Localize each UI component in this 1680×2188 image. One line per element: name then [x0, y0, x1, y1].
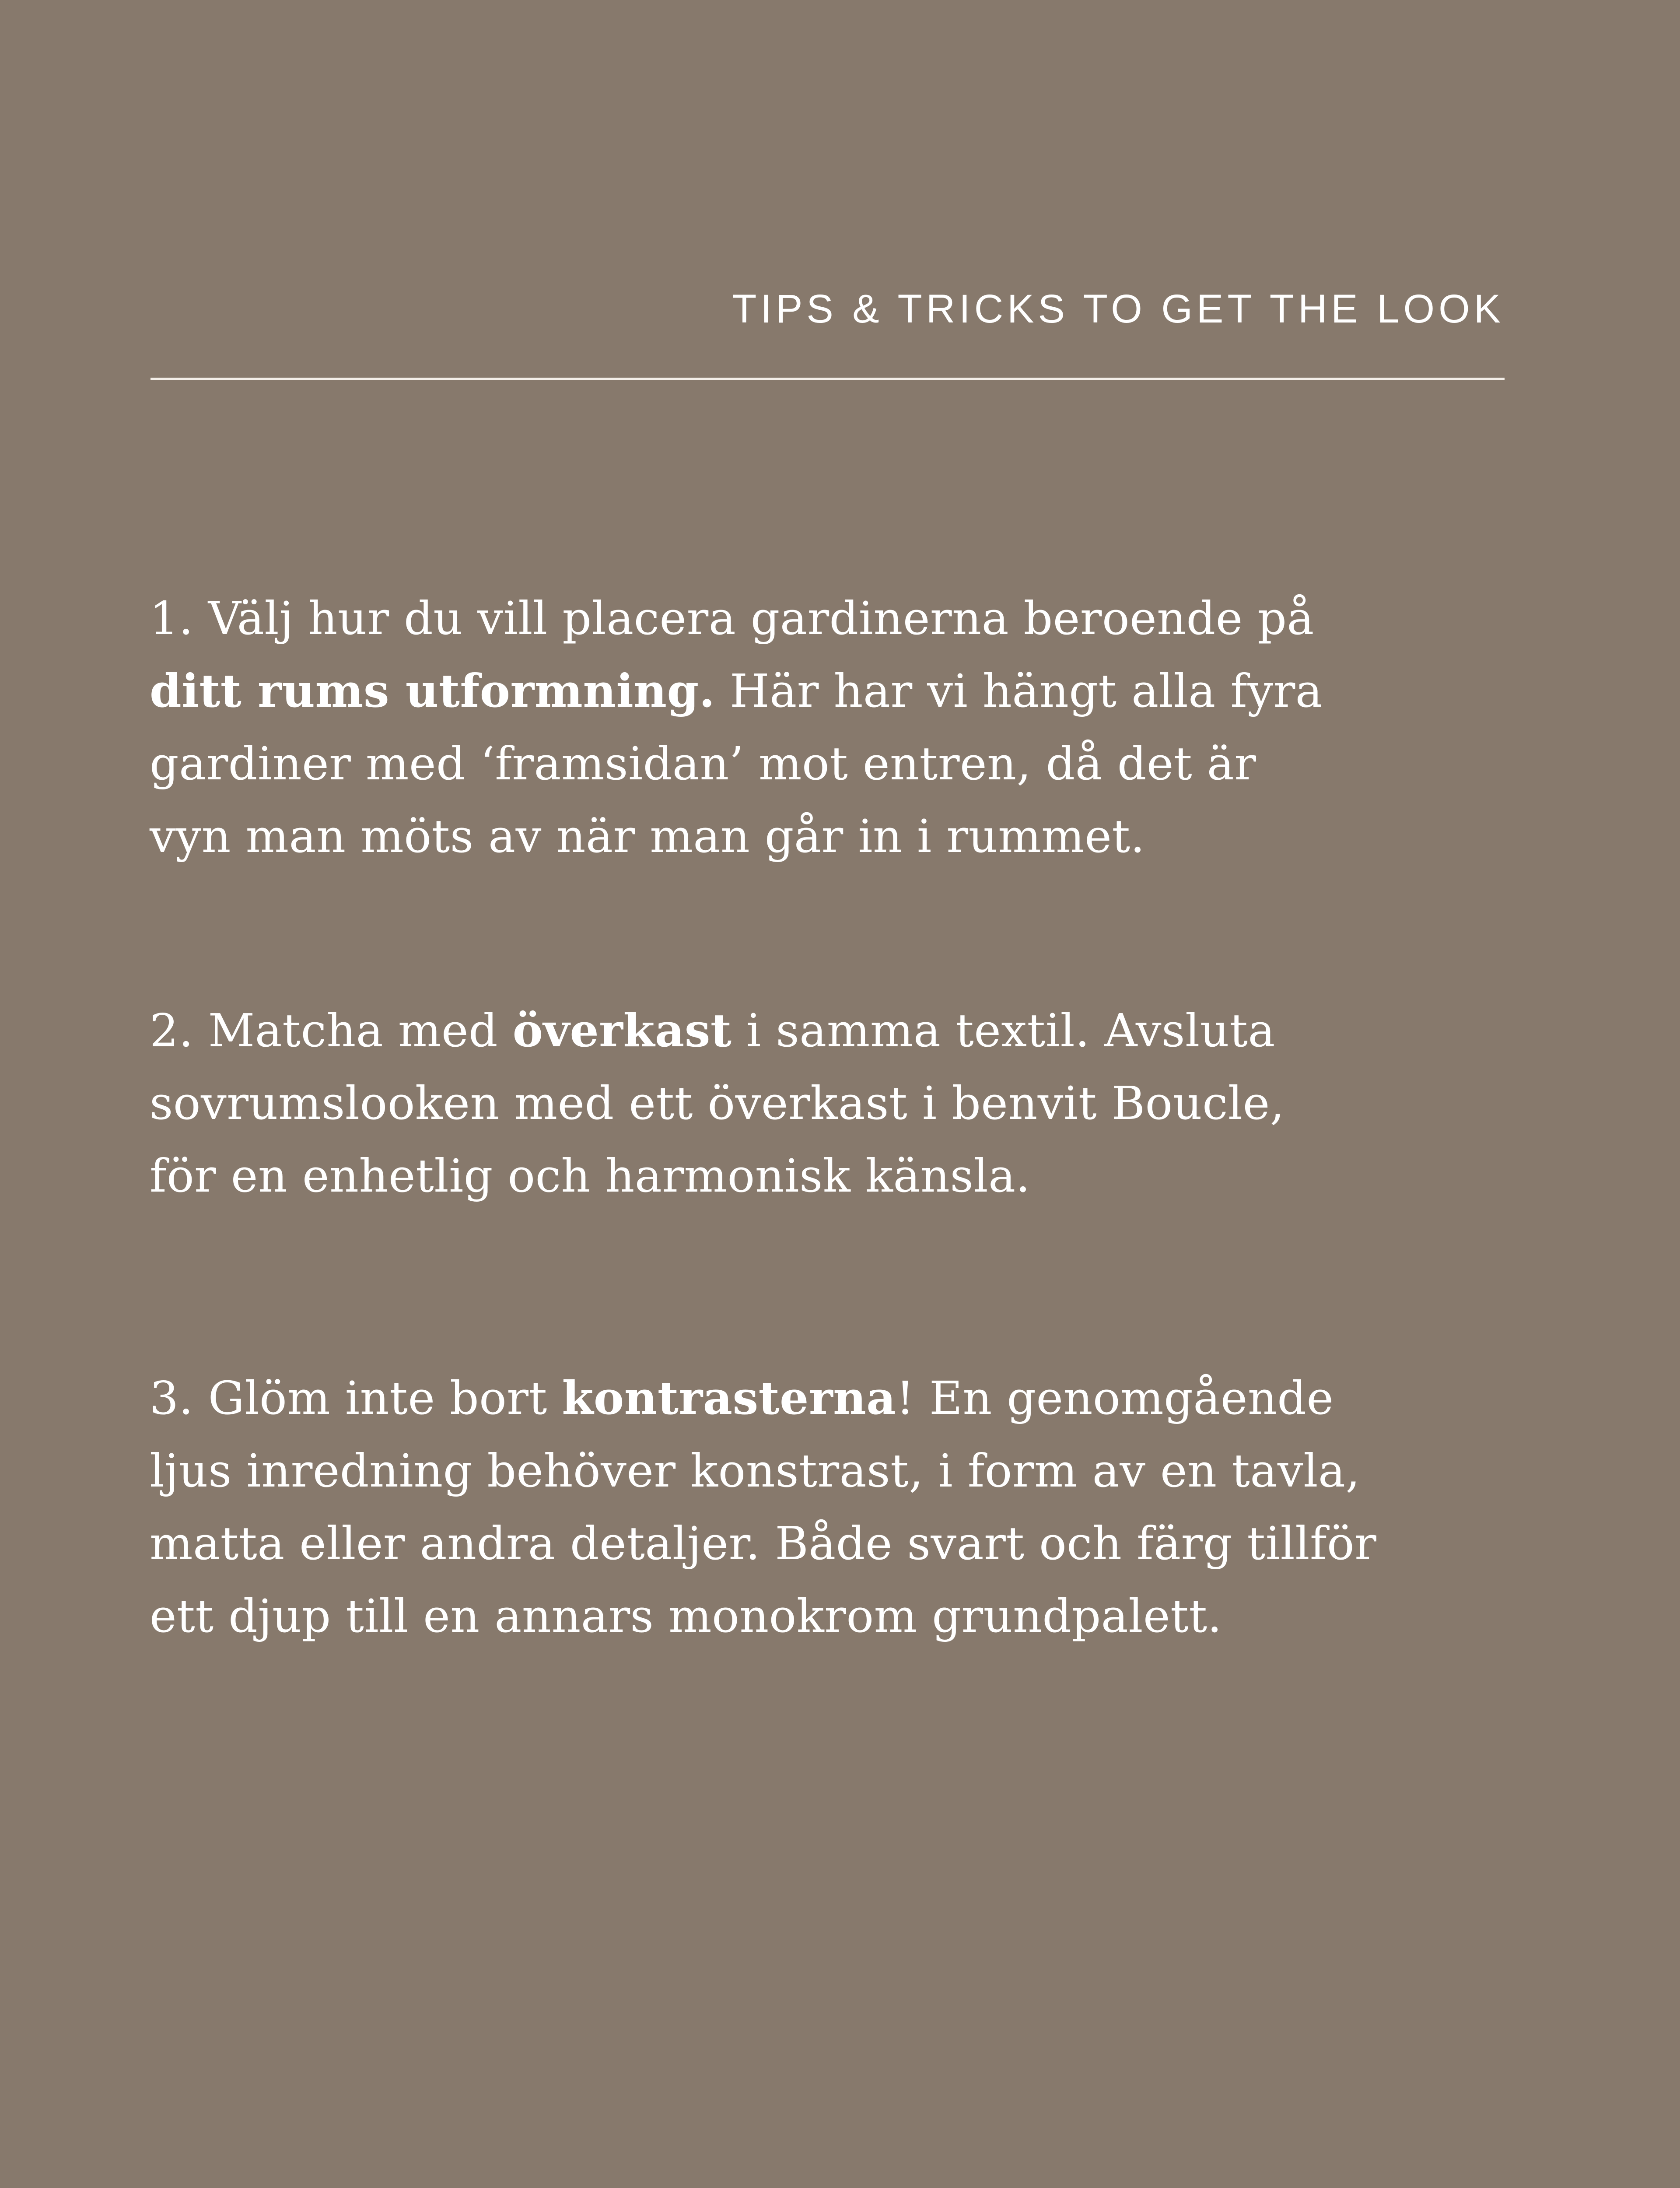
tip-1-line-3: gardiner med ‘framsidan’ mot entren, då det är [150, 737, 1256, 790]
tip-2-line-2: sovrumslooken med ett överkast i benvit Boucle, [150, 1076, 1285, 1130]
tip-3 [150, 1362, 1528, 1652]
tip-1-line-2: ditt rums utformning. Här har vi hängt alla fyra [150, 664, 1323, 718]
tip-3-line-4: ett djup till en annars monokrom grundpalett. [150, 1589, 1222, 1643]
tip-3-highlight: kontrasterna [562, 1371, 896, 1425]
tip-3-line-3: matta eller andra detaljer. Både svart och färg tillför [150, 1517, 1377, 1570]
header [150, 280, 1505, 376]
header-divider [150, 378, 1505, 380]
tip-1-line-4: vyn man möts av när man går in i rummet. [150, 810, 1145, 863]
tip-2-line-3: för en enhetlig och harmonisk känsla. [150, 1149, 1031, 1203]
tip-2-line-1: 2. Matcha med överkast i samma textil. Avsluta [150, 1003, 1275, 1057]
tip-1 [150, 582, 1528, 873]
header-title: TIPS & TRICKS TO GET THE LOOK [732, 287, 1505, 331]
tip-1-line-1: 1. Välj hur du vill placera gardinerna beroende på [150, 592, 1314, 645]
tip-3-line-2: ljus inredning behöver konstrast, i form av en tavla, [150, 1444, 1361, 1497]
tip-2 [150, 994, 1528, 1212]
tip-1-highlight: ditt rums utformning. [150, 664, 715, 718]
tip-2-highlight: överkast [512, 1003, 732, 1057]
tip-3-line-1: 3. Glöm inte bort kontrasterna! En genomgående [150, 1371, 1334, 1425]
